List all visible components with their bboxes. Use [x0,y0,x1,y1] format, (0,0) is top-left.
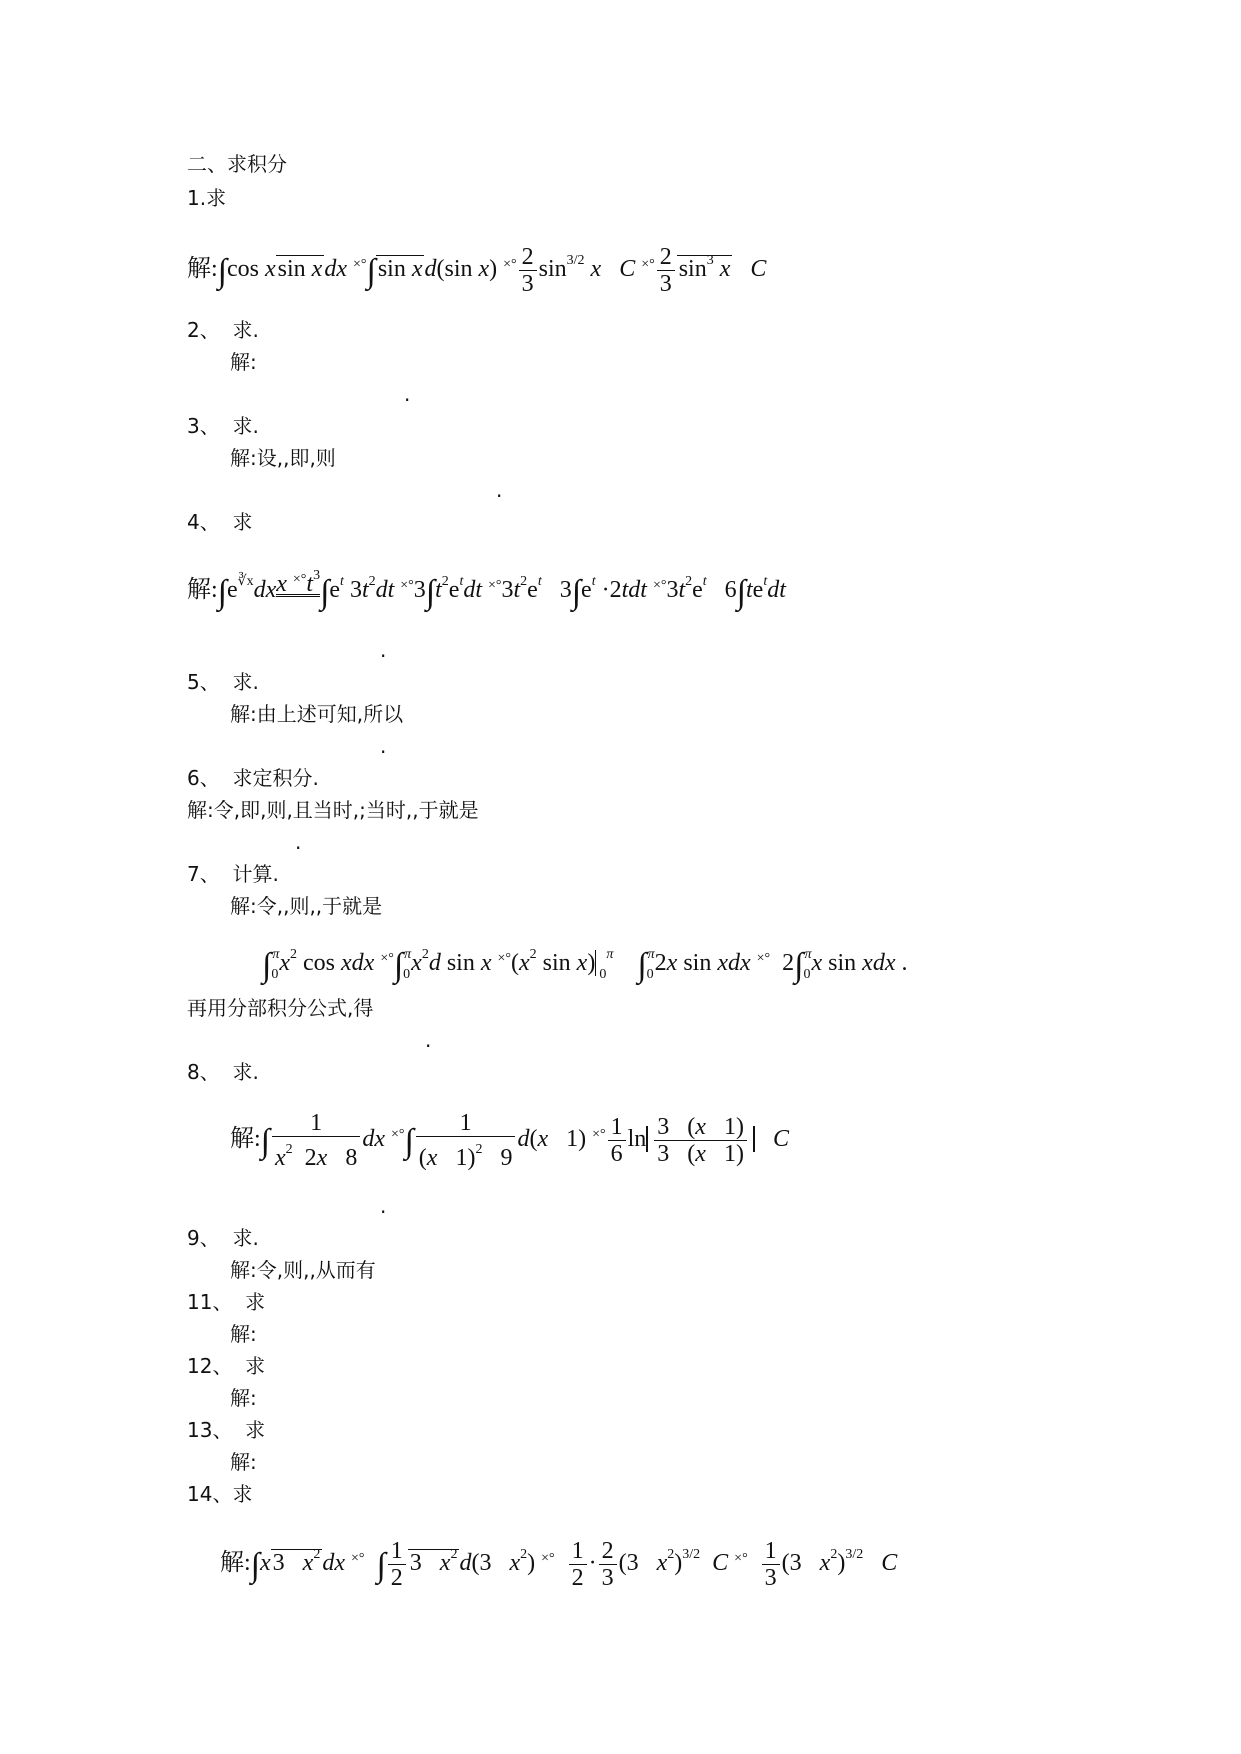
item-4-solution: 解$:\int e^{∛x}dxx$ $^{\times^\circ}t^3\int e^t$ $3t^2dt$ $^{\times^\circ}3\int t^2e^tdt$ $^{\times^\circ}3t^2e^t$ $3\int e^t \cdot 2tdt$ $^{\times^\circ}3t^2e^t$ $6\int te^tdt$ [187,568,786,611]
item-prompt: 求 [206,186,227,210]
item-6-heading [187,766,319,790]
item-3-solution-label: 解:设,,即,则 [230,446,336,470]
item-14-heading [187,1482,252,1506]
item-1-solution: 解:∫cos xsin xdx ×°∫sin xd(sin x) ×° $\frac{2}{3}$ $\sin^{3/2} x$ C ×° $\frac{2}{3}$ $\sin^3 x$ C [187,244,767,297]
item-prompt: 求 [245,1354,266,1378]
section-title: 二、求积分 [187,152,287,176]
item-number: 6、 [187,766,220,790]
item-1-heading [187,186,226,210]
item-prompt: 求定积分. [232,766,319,790]
item-number: 8、 [187,1060,220,1084]
item-9-heading [187,1226,259,1250]
item-4-heading [187,510,252,534]
item-prompt: 求 [245,1418,266,1442]
solution-label: 解: [230,1126,261,1153]
item-number: 1. [187,186,207,210]
item-number: 12、 [187,1354,233,1378]
item-number: 11、 [187,1290,233,1314]
item-prompt: 求. [232,414,259,438]
item-prompt: 求. [232,318,259,342]
item-5-solution-label: 解:由上述可知,所以 [230,702,404,726]
item-2-heading [187,318,259,342]
item-11-solution-label: 解: [230,1322,257,1346]
item-prompt: 求 [245,1290,266,1314]
item-7-heading [187,862,279,886]
period-mark: . [496,478,503,502]
item-8-solution: 解:∫ $\frac{1}{x^2 2x 8}$ dx ×°∫ $\frac{1}{(x 1)^2 9}$ d(x 1) ×° $\frac{1}{6}$ ln $\frac{3 (x 1)}{3 (x 1)}$ C [230,1110,789,1171]
item-13-heading [187,1418,265,1442]
item-prompt: 求 [232,1482,253,1506]
period-mark: . [425,1028,432,1052]
item-6-solution-label: 解:令,即,则,且当时,;当时,,于就是 [187,798,479,822]
period-mark: . [404,382,411,406]
item-12-solution-label: 解: [230,1386,257,1410]
item-prompt: 计算. [232,862,279,886]
item-number: 3、 [187,414,220,438]
item-prompt: 求. [232,670,259,694]
item-5-heading [187,670,259,694]
item-13-solution-label: 解: [230,1450,257,1474]
item-14-solution: 解:∫x3 $x^2dx$ ×° ∫ $\frac{1}{2}$ 3 $x^2d(3$ $x^2$) ×° $\frac{1}{2}$ · $\frac{2}{3}$ (3 $x^2)^{3/2}$ C ×° $\frac{1}{3}$ (3 $x^2)^{3/2}$ C [220,1538,898,1591]
period-mark: . [380,638,387,662]
item-2-solution-label: 解: [230,350,257,374]
item-number: 5、 [187,670,220,694]
solution-label: 解: [220,1550,251,1577]
item-prompt: 求. [232,1226,259,1250]
item-9-solution-label: 解:令,则,,从而有 [230,1258,376,1282]
item-8-heading [187,1060,259,1084]
item-number: 14、 [187,1482,233,1506]
item-7-followup: 再用分部积分公式,得 [187,996,374,1020]
item-number: 13、 [187,1418,233,1442]
period-mark: . [295,830,302,854]
item-12-heading [187,1354,265,1378]
period-mark: . [380,1194,387,1218]
period-mark: . [380,734,387,758]
item-3-heading [187,414,259,438]
item-number: 4、 [187,510,220,534]
item-number: 9、 [187,1226,220,1250]
item-7-solution-label: 解:令,,则,,于就是 [230,894,383,918]
solution-label: 解: [187,256,218,283]
item-11-heading [187,1290,265,1314]
item-number: 2、 [187,318,220,342]
item-prompt: 求. [232,1060,259,1084]
item-prompt: 求 [232,510,253,534]
item-7-formula: $\int_0^\pi x^2$ cos xdx $^{\times^\circ}\int_0^\pi x^2d$ sin x $^{\times^\circ}(x^2$ sin x) $_0^\pi$ $\int_0^\pi 2x$ sin xdx ×° $2\int_0^\pi x$ sin xdx . [262,947,908,984]
solution-label: 解: [187,577,218,603]
item-number: 7、 [187,862,220,886]
